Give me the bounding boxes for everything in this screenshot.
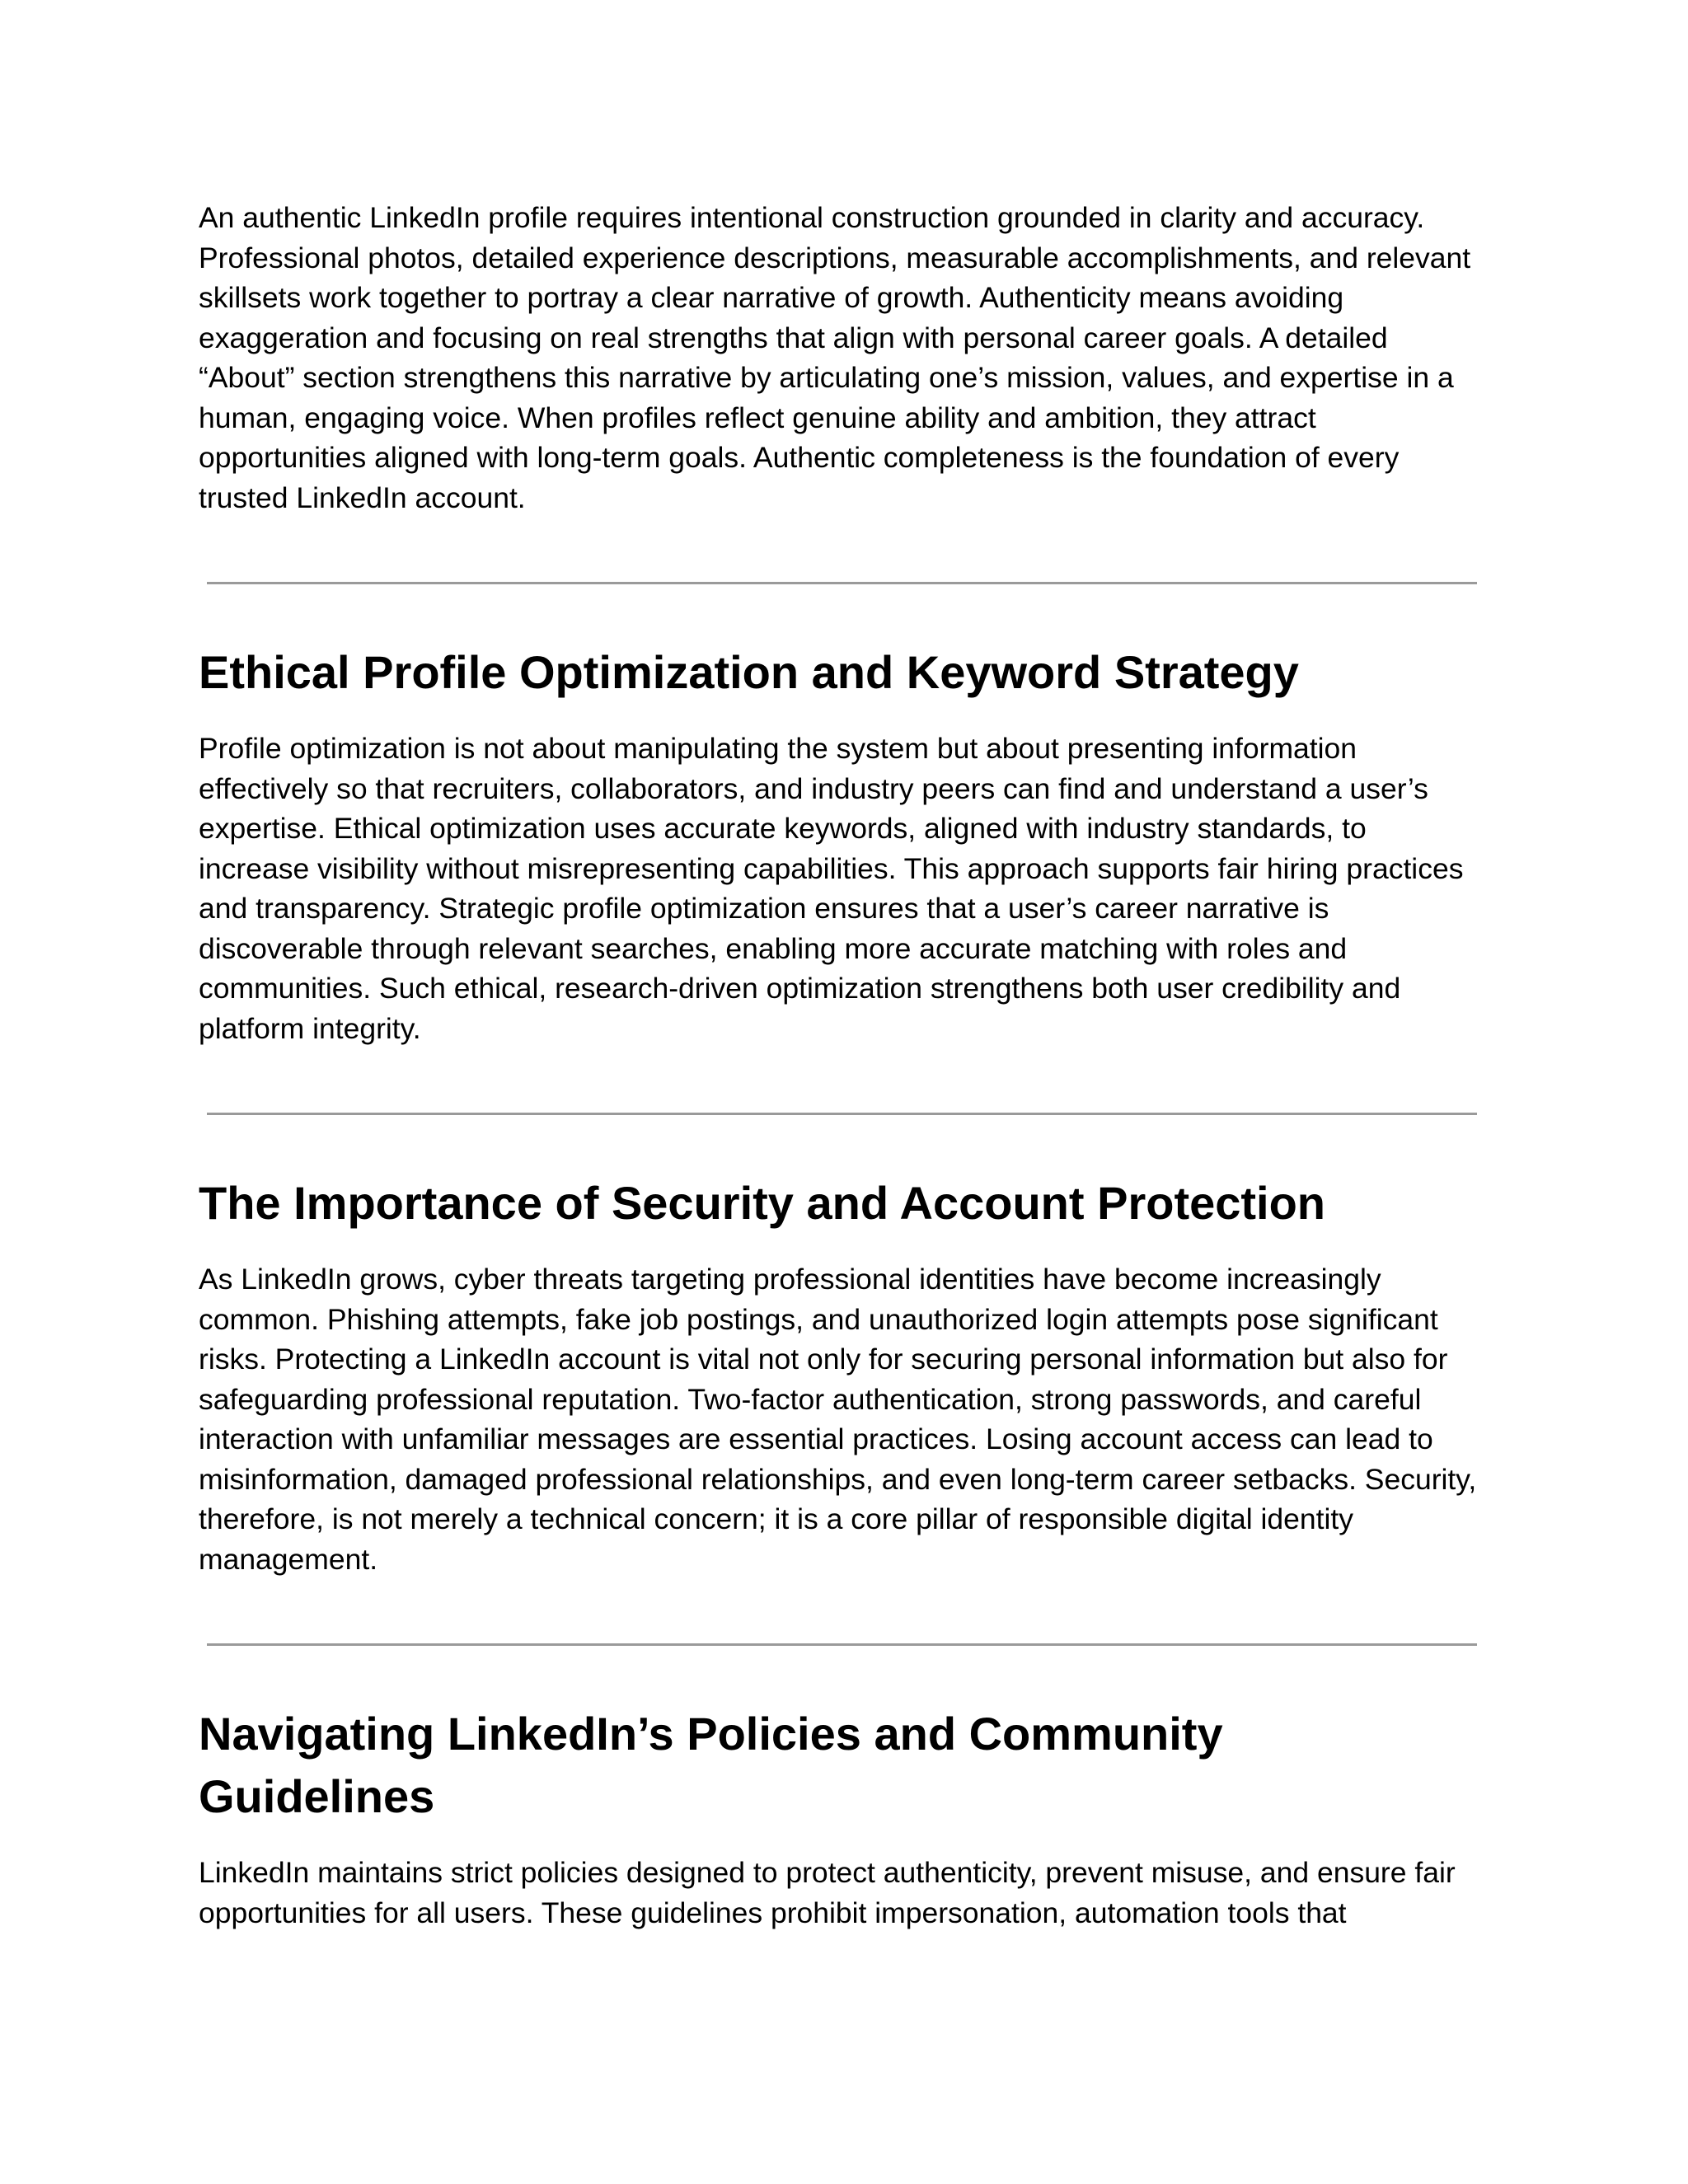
spacer [199, 1235, 1497, 1259]
spacer [199, 1828, 1497, 1853]
document-content [199, 198, 1497, 1933]
security-paragraph: As LinkedIn grows, cyber threats targeting professional identities have become increasingly common. Phishing attempts, fake job postings, and unauthorized login attempts pose significant risks. Protecting a LinkedIn account is vital not only for securing personal information but also for safeguarding professional reputation. Two-factor authentication, strong passwords, and careful interaction with unfamiliar messages are essential practices. Losing account access can lead to misinformation, damaged professional relationships, and even long-term career setbacks. Security, therefore, is not merely a technical concern; it is a core pillar of responsible digital identity management. [199, 1263, 1477, 1576]
spacer [199, 518, 1497, 582]
spacer [199, 1646, 1497, 1703]
section-heading-policies: Navigating LinkedIn’s Policies and Community Guidelines [199, 1708, 1223, 1822]
spacer [199, 584, 1497, 641]
keyword-strategy-paragraph: Profile optimization is not about manipulating the system but about presenting information effectively so that recruiters, collaborators, and industry peers can find and understand a user’s expertise. Ethical optimization uses accurate keywords, aligned with industry standards, to increase visibility without misrepresenting capabilities. This approach supports fair hiring practices and transparency. Strategic profile optimization ensures that a user’s career narrative is discoverable through relevant searches, enabling more accurate matching with roles and communities. Such ethical, research-driven optimization strengthens both user credibility and platform integrity. [199, 732, 1464, 1045]
intro-paragraph: An authentic LinkedIn profile requires intentional construction grounded in clarity and accuracy. Professional photos, detailed experience descriptions, measurable accomplishments, and relevant skillsets work together to portray a clear narrative of growth. Authenticity means avoiding exaggeration and focusing on real strengths that align with personal career goals. A detailed “About” section strengthens this narrative by articulating one’s mission, values, and expertise in a human, engaging voice. When profiles reflect genuine ability and ambition, they attract opportunities aligned with long-term goals. Authentic completeness is the foundation of every trusted LinkedIn account. [199, 201, 1471, 514]
policies-paragraph: LinkedIn maintains strict policies designed to protect authenticity, prevent misuse, and ensure fair opportunities for all users. These guidelines prohibit impersonation, automation tools that [199, 1856, 1456, 1929]
spacer [199, 1048, 1497, 1113]
section-heading-keyword-strategy: Ethical Profile Optimization and Keyword Strategy [199, 646, 1299, 698]
spacer [199, 1115, 1497, 1172]
spacer [199, 1579, 1497, 1643]
spacer [199, 704, 1497, 729]
section-heading-security: The Importance of Security and Account Protection [199, 1177, 1325, 1229]
